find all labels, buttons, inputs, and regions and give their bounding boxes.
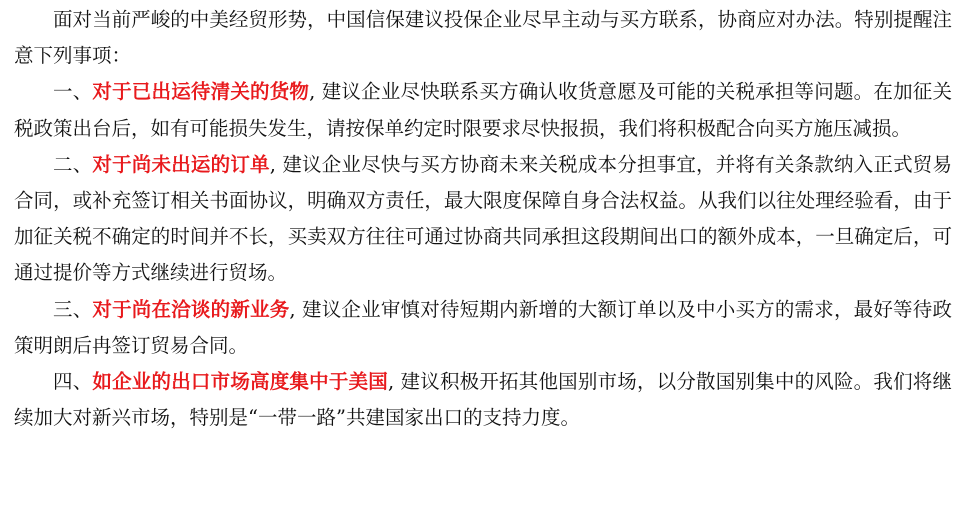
item-paragraph-3 (14, 292, 952, 364)
item-paragraph-1 (14, 74, 952, 146)
item-body: , 建议企业尽快联系买方确认收货意愿及可能的关税承担等问题。在加征关税政策出台后，如有可能损失发生，请按保单约定时限要求尽快报损，我们将积极配合向买方施压减损。 (14, 80, 952, 140)
item-prefix: 一、 (53, 80, 93, 104)
intro-paragraph: 面对当前严峻的中美经贸形势，中国信保建议投保企业尽早主动与买方联系，协商应对办法。特别提醒注意下列事项： (14, 8, 952, 68)
item-body: , 建议企业审慎对待短期内新增的大额订单以及中小买方的需求，最好等待政策明朗后冉签订贸易合同。 (14, 297, 952, 357)
item-highlight: 对于已出运待清关的货物 (92, 80, 310, 104)
item-prefix: 三、 (53, 297, 93, 321)
item-highlight: 对于尚未出运的订单 (92, 152, 270, 176)
item-body: , 建议企业尽快与买方协商未来关税成本分担事宜，并将有关条款纳入正式贸易合同，或补充签订相关书面协议，明确双方责任，最大限度保障自身合法权益。从我们以往处理经验看，由于加征关税不确定的时间并不长，买卖双方往往可通过协商共同承担这段期间出口的额外成本，一旦确定后，可通过提价等方式继续进行贸场。 (14, 152, 952, 285)
item-body: , 建议积极开拓其他国别市场，以分散国别集中的风险。我们将继续加大对新兴市场，特别是“一带一路”共建国家出口的支持力度。 (14, 370, 952, 430)
item-prefix: 二、 (53, 152, 93, 176)
item-highlight: 如企业的出口市场高度集中于美国 (92, 370, 388, 394)
item-prefix: 四、 (53, 370, 93, 394)
item-paragraph-2 (14, 147, 952, 292)
item-paragraph-4 (14, 364, 952, 436)
item-highlight: 对于尚在洽谈的新业务 (92, 297, 290, 321)
